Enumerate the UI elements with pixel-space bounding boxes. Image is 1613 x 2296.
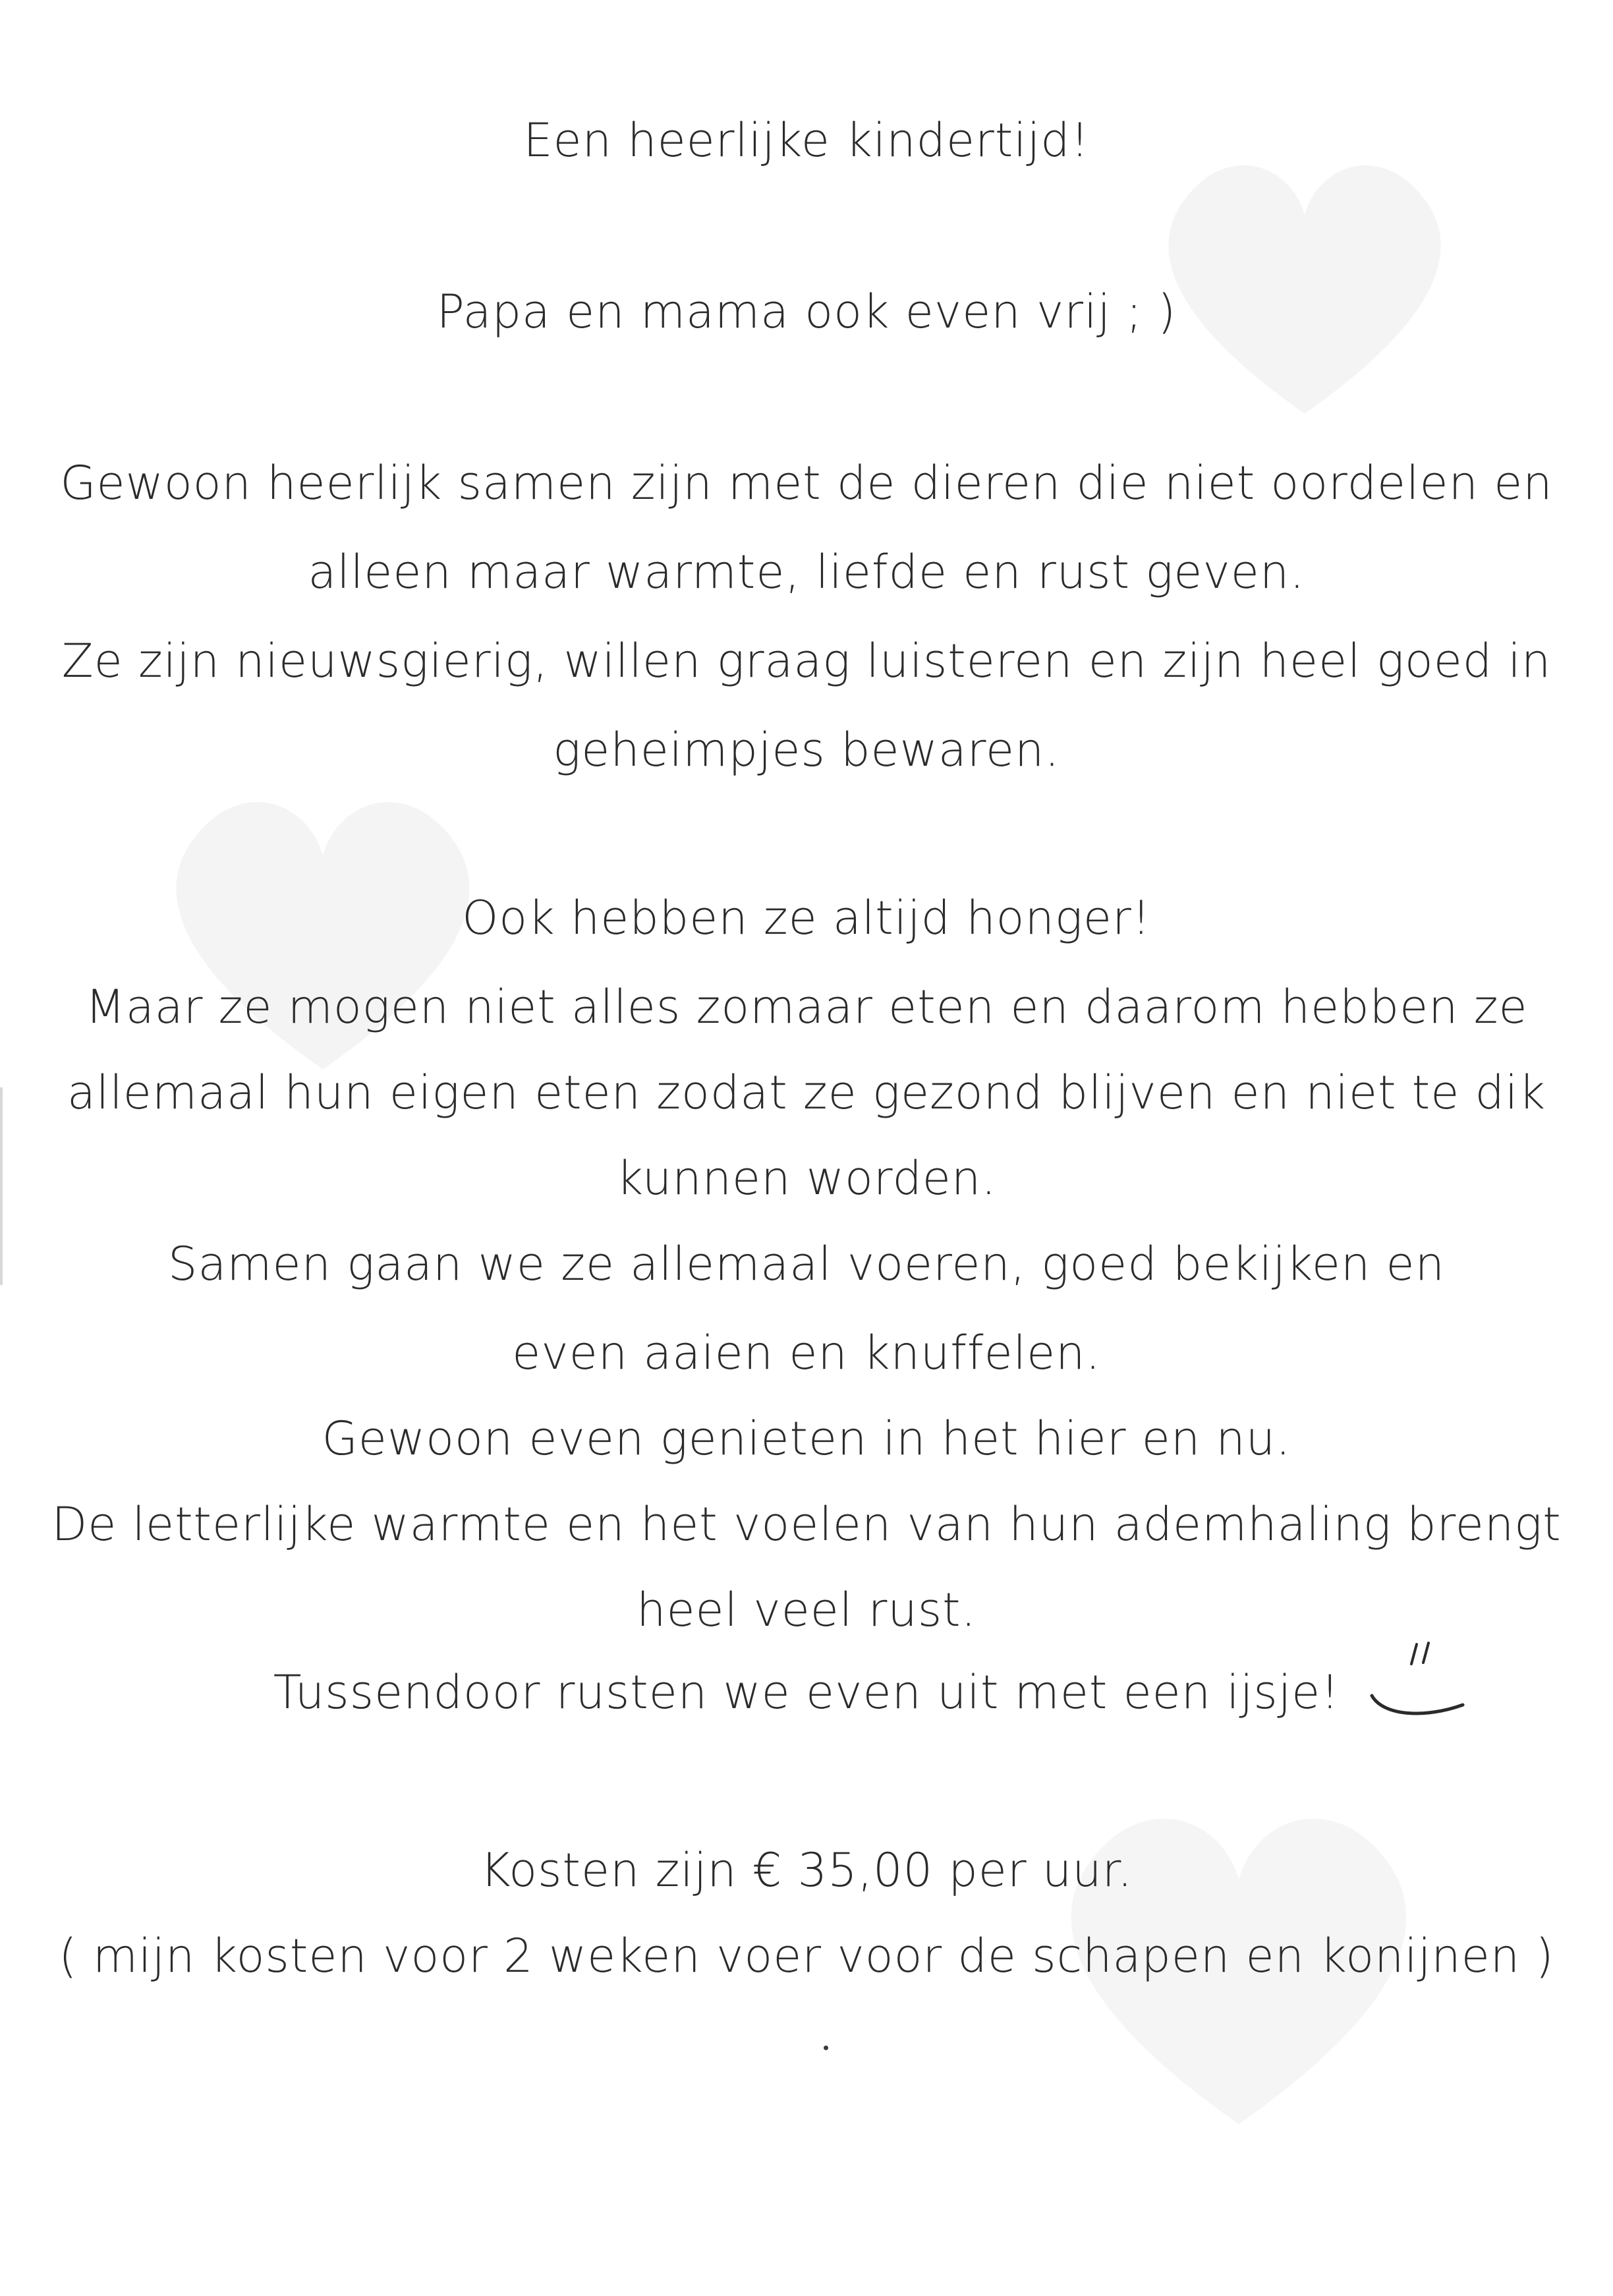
ink-dot: [824, 2046, 828, 2050]
paragraph1-line: Ze zijn nieuwsgierig, willen graag luisteren en zijn heel goed in: [61, 634, 1552, 688]
paragraph2-line: allemaal hun eigen eten zodat ze gezond blijven en niet te dik: [67, 1066, 1546, 1120]
paragraph1-line: geheimpjes bewaren.: [553, 723, 1060, 777]
paragraph2-line: Ook hebben ze altijd honger!: [462, 891, 1151, 945]
paragraph1-line: Gewoon heerlijk samen zijn met de dieren die niet oordelen en: [60, 456, 1553, 510]
paragraph2-line: even aaien en knuffelen.: [512, 1326, 1101, 1380]
paragraph2-line: kunnen worden.: [616, 1151, 997, 1205]
paragraph2-line: Samen gaan we ze allemaal voeren, goed bekijken en: [168, 1237, 1445, 1291]
paragraph2-line: heel veel rust.: [637, 1583, 976, 1637]
paragraph2-line: Gewoon even genieten in het hier en nu.: [322, 1412, 1291, 1466]
paragraph1-line: alleen maar warmte, liefde en rust geven.: [308, 545, 1305, 599]
paragraph2-line: Maar ze mogen niet alles zomaar eten en daarom hebben ze: [85, 980, 1528, 1034]
costs-note-line: ( mijn kosten voor 2 weken voer voor de schapen en konijnen ): [59, 1929, 1554, 1983]
costs-line: Kosten zijn € 35,00 per uur.: [480, 1843, 1133, 1897]
page-subtitle: Papa en mama ook even vrij ; ): [436, 285, 1177, 339]
paragraph2-line: Tussendoor rusten we even uit met een ijsje!: [273, 1665, 1340, 1719]
hand-drawn-smiley-icon: [1364, 1631, 1476, 1743]
paragraph2-line: De letterlijke warmte en het voelen van hun ademhaling brengt: [51, 1497, 1562, 1551]
page-title: Een heerlijke kindertijd!: [523, 113, 1090, 167]
